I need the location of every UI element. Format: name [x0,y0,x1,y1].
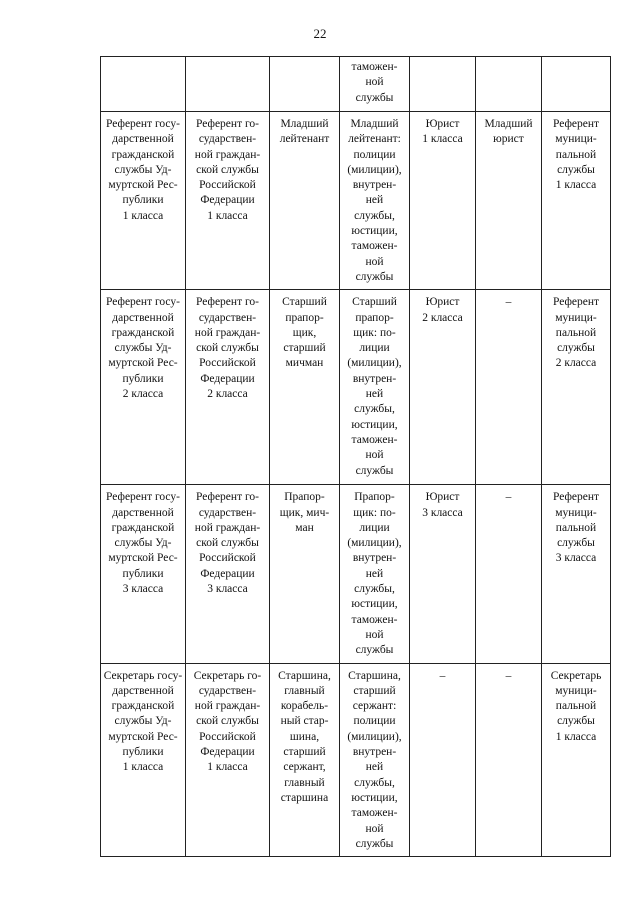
table-cell: Юрист 2 класса [410,290,476,485]
table-cell: Референт го- сударствен- ной граждан- ской службы Российской Федерации 3 класса [186,485,270,663]
table-cell [101,57,186,112]
table-cell [186,57,270,112]
table-cell: Прапор- щик, мич- ман [270,485,340,663]
rank-correspondence-table [100,56,611,857]
table-cell: Младший лейтенант [270,112,340,290]
table-row [101,663,611,857]
table-cell: Юрист 3 класса [410,485,476,663]
table-cell [476,57,542,112]
table-cell [542,57,611,112]
table-cell: Референт госу- дарственной гражданской службы Уд- муртской Рес- публики 2 класса [101,290,186,485]
table-cell: Референт го- сударствен- ной граждан- ской службы Российской Федерации 1 класса [186,112,270,290]
table-cell: Референт го- сударствен- ной граждан- ской службы Российской Федерации 2 класса [186,290,270,485]
table-cell: Старший прапор- щик, старший мичман [270,290,340,485]
table-cell: таможен- ной службы [340,57,410,112]
table-cell: Старшина, главный корабель- ный стар- шина, старший сержант, главный старшина [270,663,340,857]
table-row [101,57,611,112]
table-cell: – [410,663,476,857]
table-cell: Референт муници- пальной службы 3 класса [542,485,611,663]
table-cell [270,57,340,112]
table-cell: – [476,485,542,663]
table-cell: – [476,663,542,857]
table-cell: Секретарь муници- пальной службы 1 класса [542,663,611,857]
table-cell: Старшина, старший сержант: полиции (милиции), внутрен- ней службы, юстиции, таможен- ной службы [340,663,410,857]
table-cell: Старший прапор- щик: по- лиции (милиции), внутрен- ней службы, юстиции, таможен- ной службы [340,290,410,485]
table-cell: – [476,290,542,485]
table-cell: Младший юрист [476,112,542,290]
table-row [101,485,611,663]
table-row [101,290,611,485]
table-cell: Референт госу- дарственной гражданской службы Уд- муртской Рес- публики 3 класса [101,485,186,663]
table-row [101,112,611,290]
table-cell: Референт муници- пальной службы 2 класса [542,290,611,485]
table-cell: Референт муници- пальной службы 1 класса [542,112,611,290]
page-number: 22 [313,26,327,41]
table-cell: Младший лейтенант: полиции (милиции), внутрен- ней службы, юстиции, таможен- ной службы [340,112,410,290]
table-cell: Референт госу- дарственной гражданской службы Уд- муртской Рес- публики 1 класса [101,112,186,290]
table-cell: Юрист 1 класса [410,112,476,290]
table-cell: Секретарь го- сударствен- ной граждан- ской службы Российской Федерации 1 класса [186,663,270,857]
table-cell: Секретарь госу- дарственной гражданской службы Уд- муртской Рес- публики 1 класса [101,663,186,857]
table-cell: Прапор- щик: по- лиции (милиции), внутрен- ней службы, юстиции, таможен- ной службы [340,485,410,663]
table-cell [410,57,476,112]
